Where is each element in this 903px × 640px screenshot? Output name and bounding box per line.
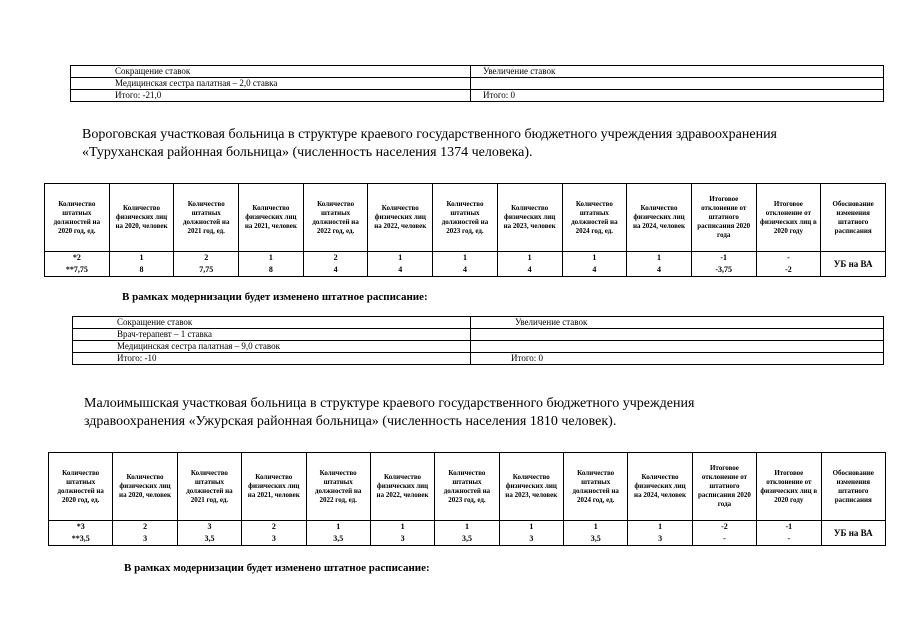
col-header: Количество штатных должностей на 2022 год, ед.	[303, 184, 368, 252]
table-row	[45, 252, 886, 265]
table-cell: 1	[109, 252, 174, 265]
table-cell: -	[756, 252, 821, 265]
table-cell: 1	[627, 252, 692, 265]
table-cell: -2	[692, 521, 756, 534]
reduction-total: Итого: -21,0	[71, 90, 471, 102]
table-cell: 1	[564, 521, 628, 534]
table-cell: *3	[49, 521, 113, 534]
col-header: Итоговое отклонение от физических лиц в 2020 году	[757, 453, 821, 521]
col-header: Количество физических лиц на 2021, человек	[242, 453, 306, 521]
col-header: Итоговое отклонение от штатного расписания 2020 года	[691, 184, 756, 252]
table-cell: 1	[433, 252, 498, 265]
col-header: Количество физических лиц на 2022, человек	[368, 184, 433, 252]
table-cell: 2	[303, 252, 368, 265]
col-header: Количество штатных должностей на 2023 год, ед.	[435, 453, 499, 521]
top-staff-change-table	[70, 65, 884, 102]
table-row	[49, 521, 886, 534]
col-header: Количество штатных должностей на 2024 год, ед.	[562, 184, 627, 252]
section1-heading-line1: Вороговская участковая больница в структуре краевого государственного бюджетного учреждения здравоохранения	[82, 127, 777, 142]
section2-note: В рамках модернизации будет изменено штатное расписание:	[124, 562, 430, 574]
increase-item	[471, 329, 884, 341]
section1-staff-change-table	[72, 316, 884, 365]
table-cell: 4	[627, 264, 692, 277]
table-cell: 8	[109, 264, 174, 277]
reduction-item: Медицинская сестра палатная – 2,0 ставка	[71, 78, 471, 90]
reduction-header: Сокращение ставок	[73, 317, 471, 329]
col-header: Количество физических лиц на 2021, человек	[239, 184, 304, 252]
table-cell: **7,75	[45, 264, 110, 277]
table-cell: 3	[113, 533, 177, 546]
table-cell: 8	[239, 264, 304, 277]
table-cell: 3	[242, 533, 306, 546]
col-header: Количество физических лиц на 2024, человек	[627, 184, 692, 252]
col-header: Обоснование изменения штатного расписания	[821, 184, 886, 252]
table-cell: 1	[239, 252, 304, 265]
col-header: Количество физических лиц на 2024, человек	[628, 453, 692, 521]
table-cell: 1	[562, 252, 627, 265]
table-cell: 4	[562, 264, 627, 277]
increase-header: Увеличение ставок	[471, 66, 884, 78]
table-cell: 4	[368, 264, 433, 277]
table-cell: 3,5	[435, 533, 499, 546]
col-header: Количество физических лиц на 2022, человек	[370, 453, 434, 521]
section2-stats-table	[48, 452, 886, 546]
table-cell: 3,5	[564, 533, 628, 546]
table-row	[71, 66, 884, 78]
table-row	[73, 341, 884, 353]
table-cell: 3,5	[177, 533, 241, 546]
table-cell: 4	[303, 264, 368, 277]
col-header: Количество штатных должностей на 2022 год, ед.	[306, 453, 370, 521]
col-header: Количество штатных должностей на 2021 год, ед.	[177, 453, 241, 521]
table-cell: 3	[370, 533, 434, 546]
table-cell: 1	[628, 521, 692, 534]
col-header: Количество физических лиц на 2020, человек	[113, 453, 177, 521]
section2-heading	[84, 395, 694, 431]
table-cell: 7,75	[174, 264, 239, 277]
col-header: Итоговое отклонение от штатного расписания 2020 года	[692, 453, 756, 521]
table-row	[45, 264, 886, 277]
table-row	[71, 90, 884, 102]
basis-cell: УБ на ВА	[821, 252, 886, 277]
table-cell: 1	[499, 521, 563, 534]
col-header: Количество штатных должностей на 2024 год, ед.	[564, 453, 628, 521]
table-cell: *2	[45, 252, 110, 265]
increase-header: Увеличение ставок	[471, 317, 884, 329]
table-cell: 1	[306, 521, 370, 534]
table-row	[73, 353, 884, 365]
table-cell: -2	[756, 264, 821, 277]
table-cell: 1	[368, 252, 433, 265]
col-header: Количество штатных должностей на 2023 год, ед.	[433, 184, 498, 252]
basis-cell: УБ на ВА	[821, 521, 886, 546]
table-row	[73, 317, 884, 329]
reduction-item: Медицинская сестра палатная – 9,0 ставок	[73, 341, 471, 353]
reduction-item: Врач-терапевт – 1 ставка	[73, 329, 471, 341]
section2-heading-line2: здравоохранения «Ужурская районная больница» (численность населения 1810 человек).	[84, 414, 617, 429]
table-row	[49, 533, 886, 546]
col-header: Итоговое отклонение от физических лиц в 2020 году	[756, 184, 821, 252]
section1-note: В рамках модернизации будет изменено штатное расписание:	[122, 291, 428, 303]
col-header: Количество физических лиц на 2023, человек	[499, 453, 563, 521]
table-row	[73, 329, 884, 341]
table-cell: 3	[177, 521, 241, 534]
col-header: Количество физических лиц на 2020, человек	[109, 184, 174, 252]
header-row	[45, 184, 886, 252]
table-cell: 2	[174, 252, 239, 265]
table-cell: 4	[433, 264, 498, 277]
reduction-total: Итого: -10	[73, 353, 471, 365]
increase-total: Итого: 0	[471, 353, 884, 365]
increase-total: Итого: 0	[471, 90, 884, 102]
table-cell: -	[692, 533, 756, 546]
table-row	[71, 78, 884, 90]
table-cell: 3	[499, 533, 563, 546]
table-cell: -3,75	[691, 264, 756, 277]
col-header: Количество штатных должностей на 2020 год, ед.	[49, 453, 113, 521]
table-cell: -1	[691, 252, 756, 265]
col-header: Количество физических лиц на 2023, человек	[497, 184, 562, 252]
table-cell: 1	[435, 521, 499, 534]
table-cell: **3,5	[49, 533, 113, 546]
col-header: Количество штатных должностей на 2020 год, ед.	[45, 184, 110, 252]
table-cell: -	[757, 533, 821, 546]
table-cell: 2	[113, 521, 177, 534]
col-header: Количество штатных должностей на 2021 год, ед.	[174, 184, 239, 252]
reduction-header: Сокращение ставок	[71, 66, 471, 78]
col-header: Обоснование изменения штатного расписания	[821, 453, 886, 521]
table-cell: 3	[628, 533, 692, 546]
section1-heading-line2: «Туруханская районная больница» (численность населения 1374 человека).	[82, 145, 533, 160]
section1-heading	[82, 126, 777, 162]
increase-item	[471, 78, 884, 90]
increase-item	[471, 341, 884, 353]
table-cell: 1	[370, 521, 434, 534]
header-row	[49, 453, 886, 521]
section2-heading-line1: Малоимышская участковая больница в структуре краевого государственного бюджетного учреждения	[84, 396, 695, 411]
table-cell: 1	[497, 252, 562, 265]
table-cell: 2	[242, 521, 306, 534]
table-cell: 3,5	[306, 533, 370, 546]
section1-stats-table	[44, 183, 886, 277]
table-cell: -1	[757, 521, 821, 534]
table-cell: 4	[497, 264, 562, 277]
